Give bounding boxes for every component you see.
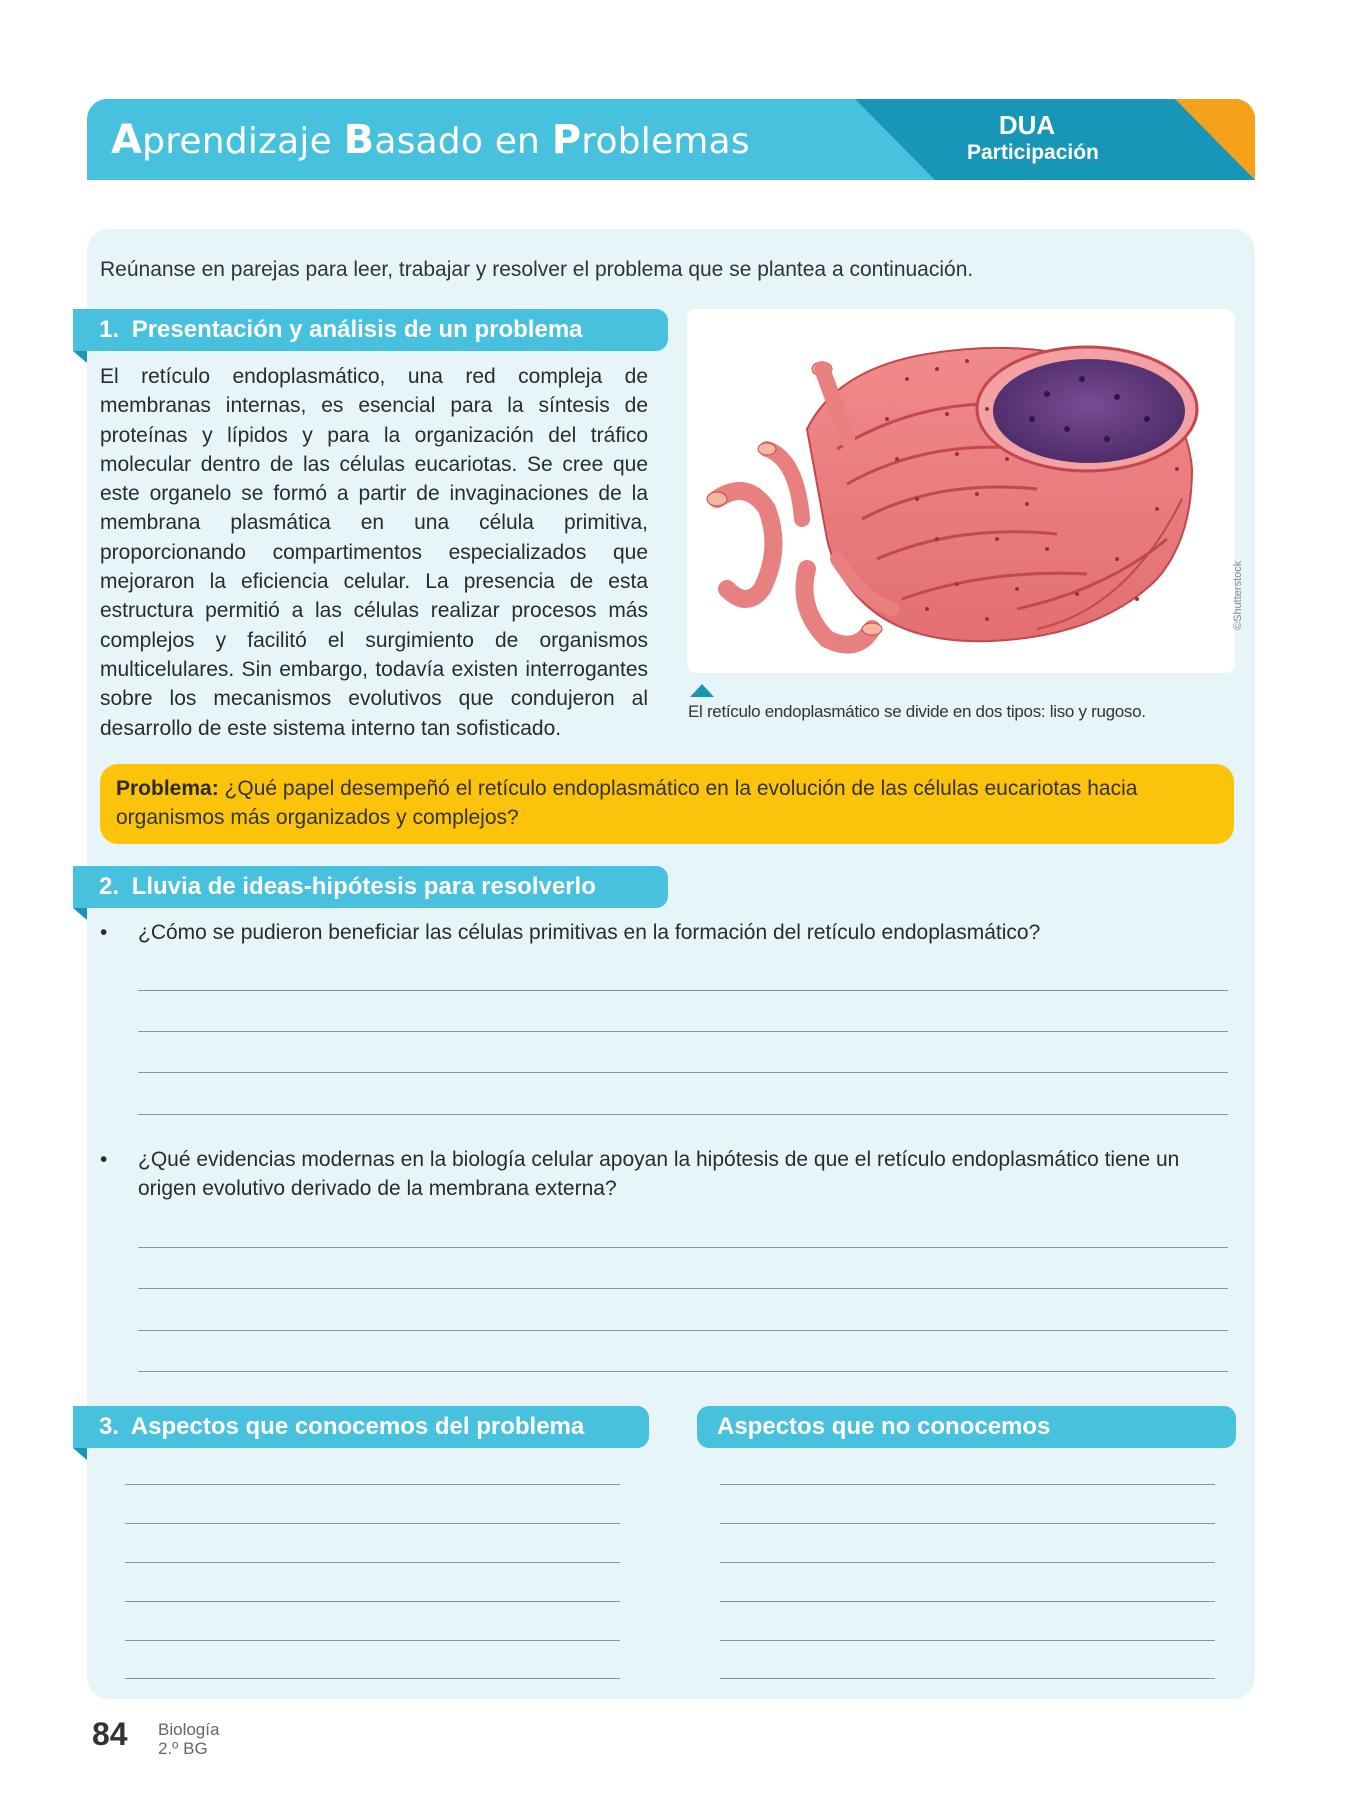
title-cap-a: A bbox=[111, 117, 143, 163]
question-1-text: ¿Cómo se pudieron beneficiar las células primitivas en la formación del retículo endoplasmático? bbox=[138, 921, 1041, 944]
title-part-1: prendizaje bbox=[142, 121, 344, 162]
section2-header bbox=[73, 866, 668, 908]
section1-header bbox=[73, 309, 668, 351]
answer-line[interactable] bbox=[138, 1031, 1228, 1032]
section3-title: Aspectos que conocemos del problema bbox=[130, 1413, 585, 1440]
title-cap-p: P bbox=[551, 117, 582, 163]
section3-right-title: Aspectos que no conocemos bbox=[717, 1413, 1051, 1440]
footer-subject bbox=[158, 1720, 219, 1758]
question-2-text: ¿Qué evidencias modernas en la biología celular apoyan la hipótesis de que el retículo endoplasmático tiene un origen evolutivo derivado de la membrana externa? bbox=[138, 1148, 1180, 1200]
answer-line[interactable] bbox=[138, 1330, 1228, 1331]
intro-text: Reúnanse en parejas para leer, trabajar y resolver el problema que se plantea a continuación. bbox=[100, 258, 974, 281]
section2-number: 2. bbox=[99, 873, 120, 900]
problem-text: ¿Qué papel desempeñó el retículo endoplasmático en la evolución de las células eucariotas hacia organismos más organizados y complejos? bbox=[116, 777, 1138, 829]
known-line[interactable] bbox=[125, 1523, 620, 1524]
title-part-3: roblemas bbox=[581, 121, 750, 162]
answer-line[interactable] bbox=[138, 1288, 1228, 1289]
answer-line[interactable] bbox=[138, 990, 1228, 991]
grade-level: 2.º BG bbox=[158, 1739, 208, 1758]
answer-line[interactable] bbox=[138, 1114, 1228, 1115]
section3-header bbox=[73, 1406, 649, 1448]
section3-number: 3. bbox=[99, 1413, 120, 1440]
section1-number: 1. bbox=[99, 316, 120, 343]
title-part-2: asado en bbox=[374, 121, 552, 162]
dua-sublabel: Participación bbox=[967, 141, 1099, 164]
unknown-line[interactable] bbox=[720, 1640, 1215, 1641]
er-illustration bbox=[687, 309, 1235, 673]
problem-label: Problema: bbox=[116, 777, 219, 800]
page-number: 84 bbox=[92, 1716, 128, 1752]
known-line[interactable] bbox=[125, 1601, 620, 1602]
dua-label: DUA bbox=[998, 110, 1056, 140]
caption-marker-icon bbox=[690, 684, 714, 697]
known-line[interactable] bbox=[125, 1484, 620, 1485]
section1-title: Presentación y análisis de un problema bbox=[131, 316, 583, 343]
title-cap-b: B bbox=[343, 117, 375, 163]
header-banner bbox=[87, 99, 1255, 180]
unknown-line[interactable] bbox=[720, 1562, 1215, 1563]
section2-title: Lluvia de ideas-hipótesis para resolverlo bbox=[131, 873, 596, 900]
bullet-icon: • bbox=[100, 1148, 108, 1171]
image-credit: ©Shutterstock bbox=[1232, 560, 1244, 630]
image-caption: El retículo endoplasmático se divide en dos tipos: liso y rugoso. bbox=[688, 702, 1146, 721]
known-line[interactable] bbox=[125, 1678, 620, 1679]
unknown-line[interactable] bbox=[720, 1484, 1215, 1485]
answer-line[interactable] bbox=[138, 1371, 1228, 1372]
bullet-icon: • bbox=[100, 921, 108, 944]
problem-box bbox=[100, 764, 1234, 844]
answer-line[interactable] bbox=[138, 1247, 1228, 1248]
unknown-line[interactable] bbox=[720, 1523, 1215, 1524]
section1-body: El retículo endoplasmático, una red compleja de membranas internas, es esencial para la síntesis de proteínas y lípidos y para la organización del tráfico molecular dentro de las células eucariotas. Se cree que este organelo se formó a partir de invaginaciones de la membrana plasmática en una célula primitiva, proporcionando compartimentos especializados que mejoraron la eficiencia celular. La presencia de esta estructura permitió a las células realizar procesos más complejos y facilitó el surgimiento de organismos multicelulares. Sin embargo, todavía existen interrogantes sobre los mecanismos evolutivos que condujeron al desarrollo de este sistema interno tan sofisticado. bbox=[100, 365, 648, 740]
page-title bbox=[111, 117, 750, 163]
answer-line[interactable] bbox=[138, 1072, 1228, 1073]
known-line[interactable] bbox=[125, 1640, 620, 1641]
er-illustration-svg bbox=[687, 309, 1235, 673]
subject-name: Biología bbox=[158, 1720, 220, 1739]
dua-badge bbox=[967, 110, 1099, 167]
unknown-line[interactable] bbox=[720, 1601, 1215, 1602]
unknown-line[interactable] bbox=[720, 1678, 1215, 1679]
known-line[interactable] bbox=[125, 1562, 620, 1563]
section3-right-header bbox=[697, 1406, 1236, 1448]
